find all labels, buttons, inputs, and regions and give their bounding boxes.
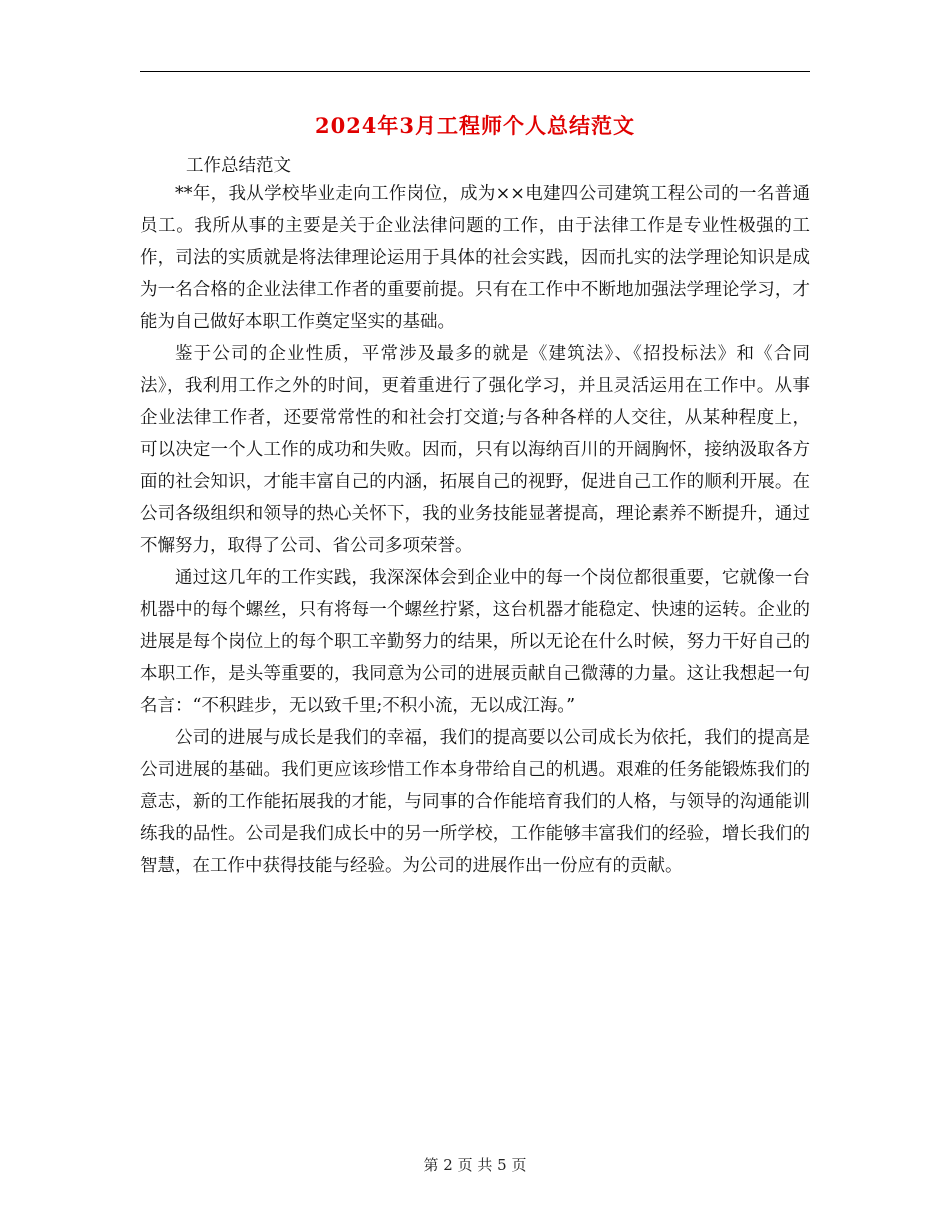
page-number: 第 2 页 共 5 页 xyxy=(423,1156,527,1174)
header-rule xyxy=(140,71,810,72)
document-body xyxy=(140,178,810,882)
paragraph-2: 鉴于公司的企业性质，平常涉及最多的就是《建筑法》、《招投标法》和《合同法》，我利用工作之外的时间，更着重进行了强化学习，并且灵活运用在工作中。从事企业法律工作者，还要常常性的和社会打交道;与各种各样的人交往，从某种程度上，可以决定一个人工作的成功和失败。因而，只有以海纳百川的开阔胸怀，接纳汲取各方面的社会知识，才能丰富自己的内涵，拓展自己的视野，促进自己工作的顺利开展。在公司各级组织和领导的热心关怀下，我的业务技能显著提高，理论素养不断提升，通过不懈努力，取得了公司、省公司多项荣誉。 xyxy=(140,344,810,556)
paragraph-1: **年，我从学校毕业走向工作岗位，成为××电建四公司建筑工程公司的一名普通员工。我所从事的主要是关于企业法律问题的工作，由于法律工作是专业性极强的工作，司法的实质就是将法律理论运用于具体的社会实践，因而扎实的法学理论知识是成为一名合格的企业法律工作者的重要前提。只有在工作中不断地加强法学理论学习，才能为自己做好本职工作奠定坚实的基础。 xyxy=(140,184,810,332)
paragraph-4: 公司的进展与成长是我们的幸福，我们的提高要以公司成长为依托，我们的提高是公司进展的基础。我们更应该珍惜工作本身带给自己的机遇。艰难的任务能锻炼我们的意志，新的工作能拓展我的才能，与同事的合作能培育我们的人格，与领导的沟通能训练我的品性。公司是我们成长中的另一所学校，工作能够丰富我们的经验，增长我们的智慧，在工作中获得技能与经验。为公司的进展作出一份应有的贡献。 xyxy=(140,728,810,876)
document-title: 2024年3月工程师个人总结范文 xyxy=(314,113,636,138)
document-subtitle: 工作总结范文 xyxy=(186,156,291,176)
paragraph-3: 通过这几年的工作实践，我深深体会到企业中的每一个岗位都很重要，它就像一台机器中的每个螺丝，只有将每一个螺丝拧紧，这台机器才能稳定、快速的运转。企业的进展是每个岗位上的每个职工辛勤努力的结果，所以无论在什么时候，努力干好自己的本职工作，是头等重要的，我同意为公司的进展贡献自己微薄的力量。这让我想起一句名言：“不积跬步，无以致千里;不积小流，无以成江海。” xyxy=(140,568,810,716)
